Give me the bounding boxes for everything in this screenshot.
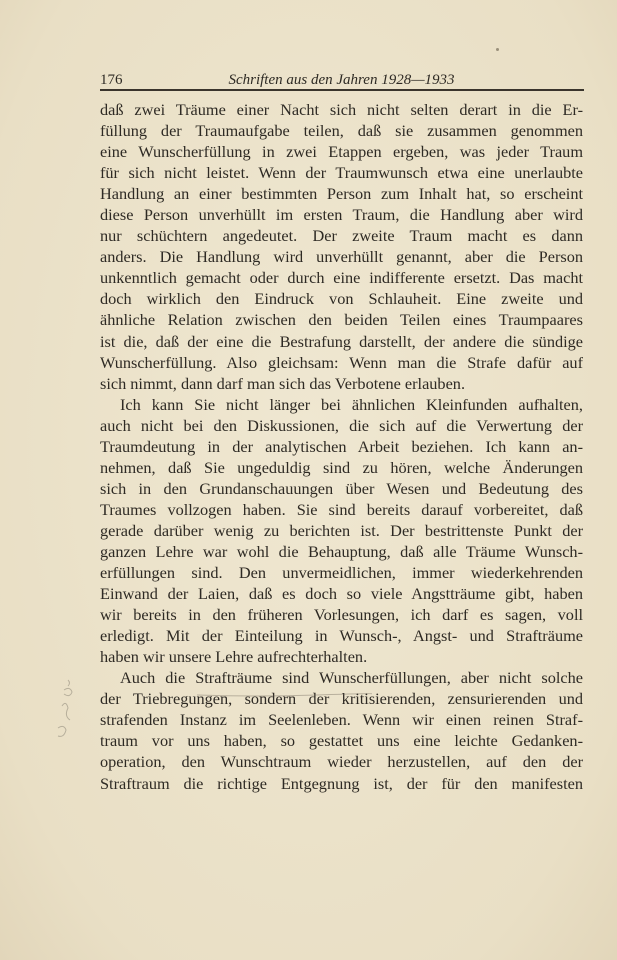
- text-line: unkenntlich gemacht oder durch eine indifferente ersetzt. Das macht: [100, 268, 583, 288]
- text-line: anders. Die Handlung wird unverhüllt genannt, aber die Person: [100, 247, 583, 267]
- text-line: ganzen Lehre war wohl die Behauptung, daß alle Träume Wunsch-: [100, 541, 583, 561]
- text-line: Auch die Strafträume sind Wunscherfüllungen, aber nicht solche: [120, 668, 583, 688]
- text-line: Wunscherfüllung. Also gleichsam: Wenn man die Strafe dafür auf: [100, 352, 583, 372]
- text-line: füllung der Traumaufgabe teilen, daß sie zusammen genommen: [100, 121, 583, 141]
- text-line: für sich nicht leistet. Wenn der Traumwunsch etwa eine unerlaubte: [100, 163, 583, 183]
- pencil-margin-note: [50, 676, 80, 746]
- text-line: Straftraum die richtige Entgegnung ist, der für den manifesten: [100, 773, 583, 793]
- text-line: gerade darüber wenig zu berichten ist. Der bestrittenste Punkt der: [100, 520, 583, 540]
- text-line: ist die, daß der eine die Bestrafung darstellt, der andere die sündige: [100, 331, 583, 351]
- body-text: [100, 99, 583, 794]
- text-line: eine Wunscherfüllung in zwei Etappen ergeben, was jeder Traum: [100, 142, 583, 162]
- page-header: [100, 72, 583, 90]
- text-line: haben wir unsere Lehre aufrechterhalten.: [100, 647, 368, 667]
- page-number: 176: [100, 72, 123, 88]
- text-line: Einwand der Laien, daß es doch so viele Angstträume gibt, haben: [100, 584, 583, 604]
- text-line: operation, den Wunschtraum wieder herzustellen, auf den der: [100, 752, 583, 772]
- text-line: Ich kann Sie nicht länger bei ähnlichen Kleinfunden aufhalten,: [120, 394, 583, 414]
- text-line: traum vor uns haben, so gestattet uns eine leichte Gedanken-: [100, 731, 583, 751]
- paper-speck: [496, 48, 499, 51]
- text-line: doch wirklich den Eindruck von Schlauheit. Eine zweite und: [100, 289, 583, 309]
- text-line: sich nimmt, dann darf man sich das Verbotene erlauben.: [100, 373, 466, 393]
- text-line: daß zwei Träume einer Nacht sich nicht selten derart in die Er-: [100, 100, 583, 119]
- text-line: erfüllungen sind. Den unvermeidlichen, immer wiederkehrenden: [100, 563, 583, 583]
- text-line: nur schüchtern angedeutet. Der zweite Traum macht es dann: [100, 226, 583, 246]
- text-line: wir bereits in den früheren Vorlesungen, ich darf es sagen, voll: [100, 605, 583, 625]
- text-line: strafenden Instanz im Seelenleben. Wenn wir einen reinen Straf-: [100, 710, 583, 730]
- running-title: Schriften aus den Jahren 1928—1933: [228, 72, 455, 88]
- pencil-underline: [197, 692, 372, 698]
- text-line: Traumes vollzogen haben. Sie sind bereits darauf vorbereitet, daß: [100, 499, 583, 519]
- text-line: erledigt. Mit der Einteilung in Wunsch-, Angst- und Strafträume: [100, 626, 583, 646]
- text-line: Handlung an einer bestimmten Person zum Inhalt hat, so erscheint: [100, 184, 583, 204]
- text-line: nehmen, daß Sie ungeduldig sind zu hören, welche Änderungen: [100, 457, 583, 477]
- header-rule: [100, 89, 584, 91]
- text-line: ähnliche Relation zwischen den beiden Teilen eines Traumpaares: [100, 310, 583, 330]
- text-line: sich in den Grundanschauungen über Wesen und Bedeutung des: [100, 478, 583, 498]
- text-line: diese Person unverhüllt im ersten Traum, die Handlung aber wird: [100, 205, 583, 225]
- text-line: der Triebregungen, sondern der kritisierenden, zensurierenden und: [100, 689, 583, 709]
- text-line: auch nicht bei den Diskussionen, die sich auf die Verwertung der: [100, 415, 583, 435]
- text-line: Traumdeutung in der analytischen Arbeit beziehen. Ich kann an-: [100, 436, 583, 456]
